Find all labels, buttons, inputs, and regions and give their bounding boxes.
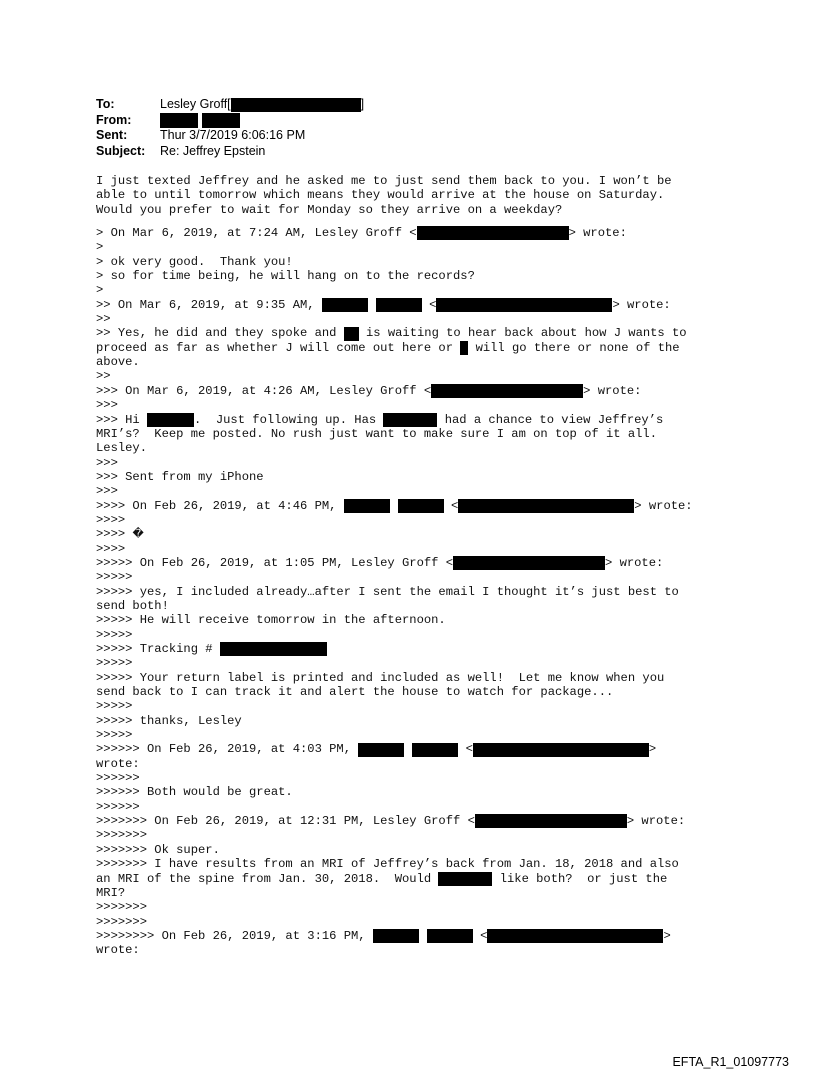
quoted-line	[96, 527, 726, 541]
subject-label: Subject:	[96, 143, 146, 158]
line-text: an MRI of the spine from Jan. 30, 2018. Would	[96, 871, 439, 886]
redaction-box	[231, 98, 361, 112]
quoted-line: >	[96, 240, 104, 255]
redaction-box	[473, 743, 649, 757]
quoted-line: >>>>> Your return label is printed and included as well! Let me know when you	[96, 670, 665, 685]
quoted-line: >>>	[96, 484, 118, 499]
redaction-box	[460, 341, 468, 355]
email-header	[96, 97, 364, 159]
body-line: Would you prefer to wait for Monday so they arrive on a weekday?	[96, 202, 563, 217]
redaction-box	[458, 499, 634, 513]
document-id: EFTA_R1_01097773	[672, 1055, 789, 1069]
email-body	[96, 174, 726, 958]
line-text: > wrote:	[605, 555, 664, 570]
to-name: Lesley Groff[	[160, 97, 231, 111]
quoted-line: >>>>>	[96, 570, 133, 585]
quoted-line: MRI?	[96, 885, 126, 900]
line-text: <	[458, 742, 473, 757]
line-text: had a chance to view Jeffrey’s	[437, 412, 664, 427]
quoted-line: >>>>>>> I have results from an MRI of Jeffrey’s back from Jan. 18, 2018 and also	[96, 857, 679, 872]
quoted-line: send back to I can track it and alert the house to watch for package...	[96, 685, 614, 700]
quoted-line	[96, 872, 726, 886]
quoted-line: >>	[96, 369, 111, 384]
to-close: ]	[360, 97, 365, 111]
redaction-box	[427, 929, 473, 943]
line-text: >>>>> On Feb 26, 2019, at 1:05 PM, Lesley Groff <	[96, 555, 453, 570]
sent-label: Sent:	[96, 128, 128, 142]
quoted-line: >>>>>> Both would be great.	[96, 785, 293, 800]
to-row	[96, 97, 364, 113]
quoted-line: send both!	[96, 598, 169, 613]
redaction-box	[147, 413, 194, 427]
line-text: > wrote:	[626, 814, 686, 829]
body-line: able to until tomorrow which means they would arrive at the house on Saturday.	[96, 188, 665, 203]
redaction-box	[398, 499, 444, 513]
redaction-box	[487, 929, 663, 943]
redaction-box	[344, 327, 359, 341]
quoted-line	[96, 929, 726, 943]
quoted-line: >	[96, 283, 104, 298]
redaction-box	[220, 642, 327, 656]
quoted-line: Lesley.	[96, 441, 147, 456]
quoted-line: >>>>>	[96, 728, 133, 743]
replacement-char-icon: �	[132, 527, 144, 541]
quoted-line	[96, 814, 726, 828]
line-text: >>>>>> On Feb 26, 2019, at 4:03 PM,	[96, 742, 359, 757]
quoted-line: >>>>> He will receive tomorrow in the afternoon.	[96, 613, 446, 628]
line-text: <	[472, 928, 488, 943]
quoted-line: >>>>> yes, I included already…after I sent the email I thought it’s just best to	[96, 584, 679, 599]
line-text: like both? or just the	[492, 871, 668, 886]
quoted-line: >>>>>	[96, 699, 133, 714]
redaction-box	[475, 814, 627, 828]
quoted-line: >>>>>>>	[96, 914, 147, 929]
line-text: > wrote:	[634, 498, 693, 513]
line-text: >> Yes, he did and they spoke and	[96, 326, 344, 341]
redaction-box	[431, 384, 583, 398]
redaction-box	[160, 113, 198, 128]
subject-row	[96, 144, 364, 160]
quoted-line: >>> Sent from my iPhone	[96, 469, 264, 484]
quoted-line	[96, 384, 726, 398]
quoted-line: >>>>>>>	[96, 900, 147, 915]
redaction-box	[373, 929, 419, 943]
to-value	[160, 97, 364, 113]
quoted-line: >>>>	[96, 541, 126, 556]
body-line: I just texted Jeffrey and he asked me to just send them back to you. I won’t be	[96, 174, 672, 188]
quoted-line: > ok very good. Thank you!	[96, 254, 293, 269]
quoted-line: > so for time being, he will hang on to the records?	[96, 269, 475, 284]
quoted-line: >>>>>>	[96, 771, 140, 786]
line-text: >>>>> Tracking #	[96, 642, 220, 656]
quoted-line	[96, 326, 726, 340]
line-text: >	[648, 742, 657, 757]
sent-value: Thur 3/7/2019 6:06:16 PM	[160, 128, 306, 142]
paragraph-gap	[96, 217, 726, 226]
quoted-line	[96, 226, 726, 240]
quoted-line: >>>>>>> Ok super.	[96, 842, 220, 857]
quoted-line: >>>	[96, 398, 118, 413]
quoted-line: wrote:	[96, 756, 140, 771]
quoted-line: wrote:	[96, 943, 140, 958]
quoted-line: >>>>>	[96, 656, 133, 671]
line-text: > wrote:	[568, 226, 627, 241]
redaction-box	[358, 743, 404, 757]
line-text: >> On Mar 6, 2019, at 9:35 AM,	[96, 297, 322, 312]
quoted-line	[96, 341, 726, 355]
quoted-line: >>>	[96, 455, 118, 470]
quoted-line	[96, 742, 726, 756]
line-text: > wrote:	[612, 297, 671, 312]
line-text: . Just following up. Has	[194, 412, 384, 427]
line-text: <	[443, 498, 459, 513]
quoted-line: >>>>>>>	[96, 828, 147, 843]
redaction-box	[202, 113, 240, 128]
quoted-line	[96, 642, 726, 656]
redaction-box	[438, 872, 492, 886]
line-text: >>>>>>> On Feb 26, 2019, at 12:31 PM, Lesley Groff <	[96, 814, 475, 829]
sent-row	[96, 128, 364, 144]
line-text: >>>>	[96, 527, 133, 542]
redaction-box	[436, 298, 612, 312]
quoted-line: >>	[96, 312, 111, 327]
from-value	[160, 113, 240, 128]
line-text: >>>> On Feb 26, 2019, at 4:46 PM,	[96, 498, 344, 513]
quoted-line	[96, 413, 726, 427]
line-text: > wrote:	[583, 383, 642, 398]
redaction-box	[344, 499, 390, 513]
line-text: is waiting to hear back about how J wants to	[358, 326, 687, 341]
line-text: <	[421, 297, 437, 312]
line-text: proceed as far as whether J will come out here or	[96, 340, 461, 355]
redaction-box	[412, 743, 458, 757]
quoted-line: MRI’s? Keep me posted. No rush just want to make sure I am on top of it all.	[96, 426, 657, 441]
quoted-line	[96, 499, 726, 513]
quoted-line	[96, 298, 726, 312]
quoted-line: >>>>	[96, 512, 126, 527]
line-text: will go there or none of the	[468, 340, 680, 355]
redaction-box	[322, 298, 368, 312]
quoted-line: >>>>>>	[96, 799, 140, 814]
line-text: >>>>>>>> On Feb 26, 2019, at 3:16 PM,	[96, 928, 373, 943]
redaction-box	[417, 226, 569, 240]
quoted-line	[96, 556, 726, 570]
line-text: >>> Hi	[96, 412, 147, 427]
redaction-box	[383, 413, 437, 427]
line-text: >>> On Mar 6, 2019, at 4:26 AM, Lesley Groff <	[96, 383, 432, 398]
redaction-box	[453, 556, 605, 570]
from-label: From:	[96, 112, 132, 127]
to-label: To:	[96, 97, 115, 111]
subject-value: Re: Jeffrey Epstein	[160, 143, 266, 158]
line-text: >	[663, 928, 671, 943]
from-row	[96, 113, 364, 129]
quoted-line: >>>>>	[96, 627, 133, 642]
quoted-line: above.	[96, 355, 140, 370]
redaction-box	[376, 298, 422, 312]
quoted-line: >>>>> thanks, Lesley	[96, 713, 242, 728]
line-text: > On Mar 6, 2019, at 7:24 AM, Lesley Groff <	[96, 226, 417, 241]
